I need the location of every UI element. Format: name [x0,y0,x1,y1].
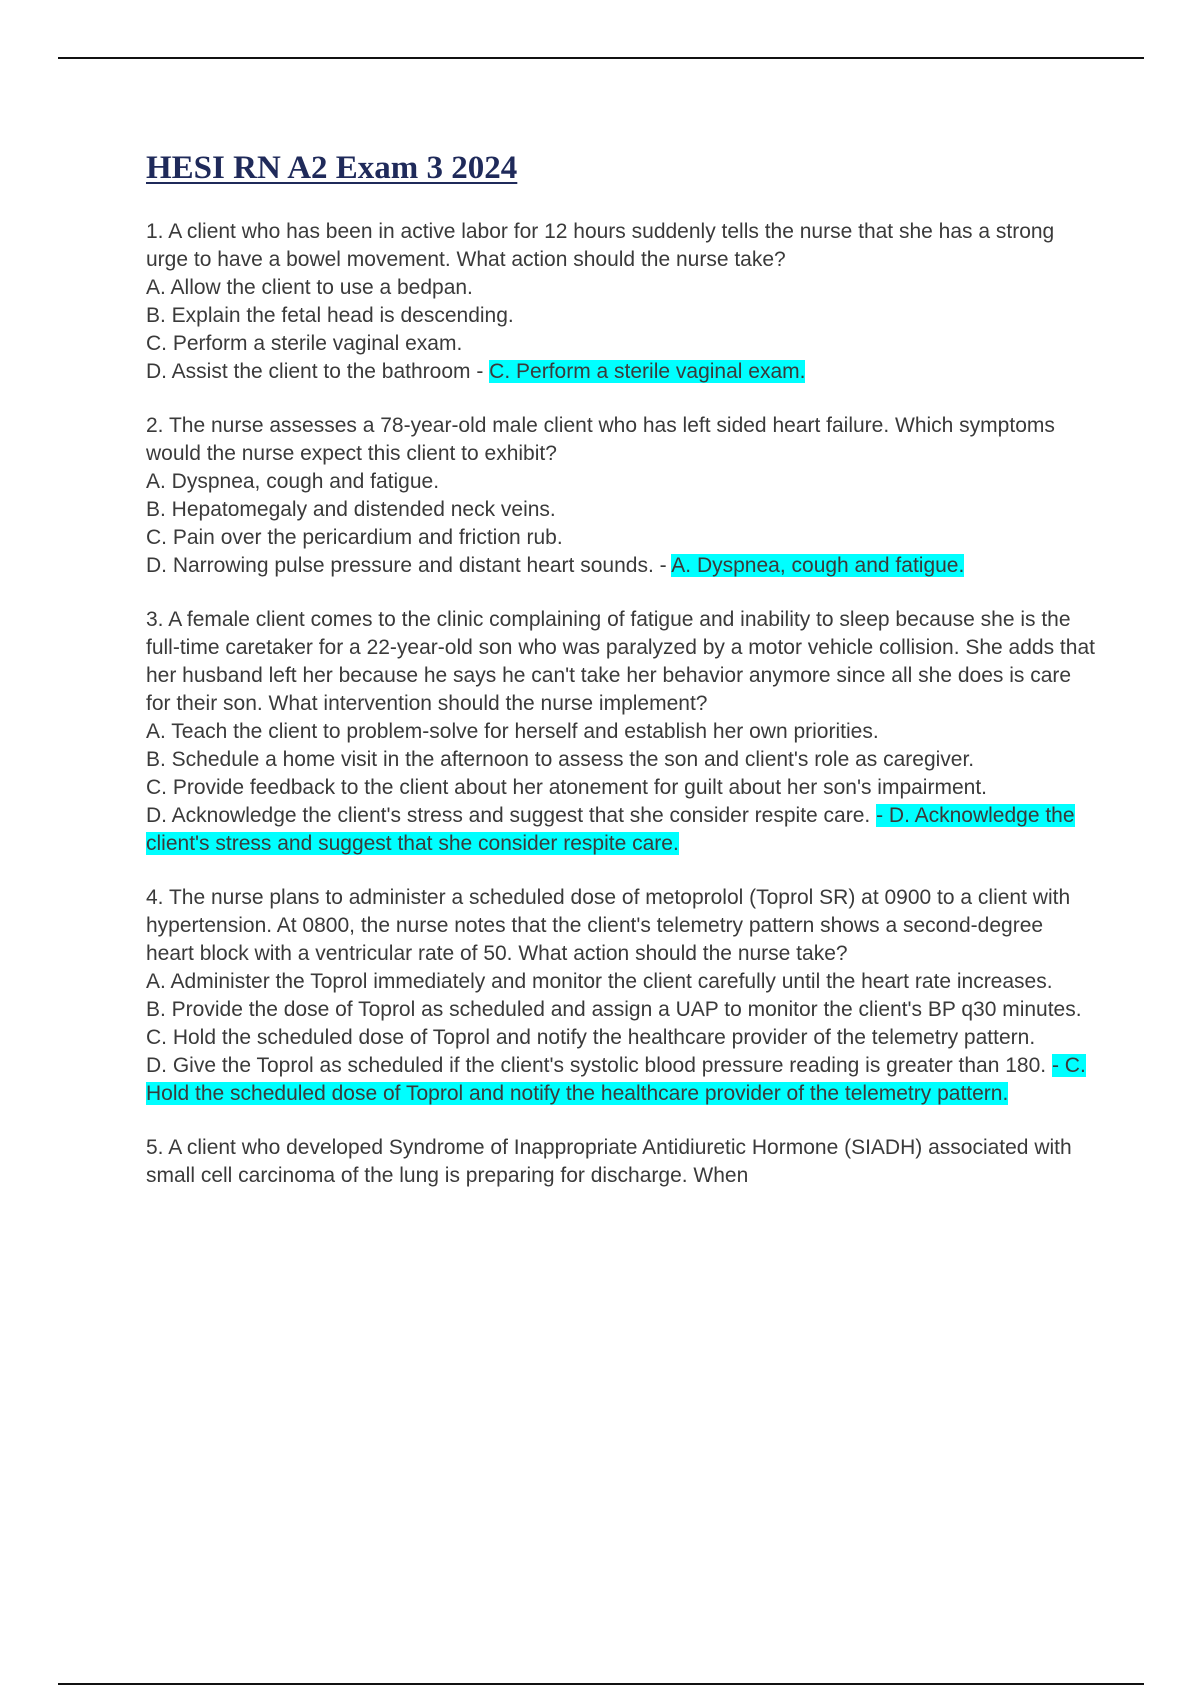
option-d-text: D. Assist the client to the bathroom - [146,360,490,383]
question-3 [146,606,1096,858]
option-d-text: D. Give the Toprol as scheduled if the client's systolic blood pressure reading is greater than 180. [146,1054,1052,1077]
question-stem: 5. A client who developed Syndrome of Inappropriate Antidiuretic Hormone (SIADH) associated with small cell carcinoma of the lung is preparing for discharge. When [146,1136,1072,1187]
highlighted-answer: - D. Acknowledge the client's stress and suggest that she consider respite care. [146,804,1075,855]
question-stem: 3. A female client comes to the clinic complaining of fatigue and inability to sleep because she is the full-time caretaker for a 22-year-old son who was paralyzed by a motor vehicle collision. She adds that her husband left her because he says he can't take her behavior anymore since all she does is care for their son. What intervention should the nurse implement? [146,608,1095,715]
document-body [146,148,1096,1216]
question-stem: 1. A client who has been in active labor for 12 hours suddenly tells the nurse that she has a strong urge to have a bowel movement. What action should the nurse take? [146,220,1055,271]
option-c: C. Provide feedback to the client about her atonement for guilt about her son's impairment. [146,776,987,799]
option-b: B. Explain the fetal head is descending. [146,304,514,327]
question-2 [146,412,1096,580]
question-stem: 2. The nurse assesses a 78-year-old male client who has left sided heart failure. Which symptoms would the nurse expect this client to exhibit? [146,414,1055,465]
option-a: A. Dyspnea, cough and fatigue. [146,470,440,493]
question-4 [146,884,1096,1108]
option-c: C. Pain over the pericardium and friction rub. [146,526,563,549]
highlighted-answer: C. Perform a sterile vaginal exam. [489,360,806,383]
option-c: C. Hold the scheduled dose of Toprol and notify the healthcare provider of the telemetry pattern. [146,1026,1036,1049]
option-d-text: D. Narrowing pulse pressure and distant heart sounds. - [146,554,672,577]
option-d [146,552,1096,580]
option-b: B. Hepatomegaly and distended neck veins. [146,498,556,521]
option-d [146,358,1096,386]
question-stem: 4. The nurse plans to administer a scheduled dose of metoprolol (Toprol SR) at 0900 to a client with hypertension. At 0800, the nurse notes that the client's telemetry pattern shows a second-degree heart block with a ventricular rate of 50. What action should the nurse take? [146,886,1071,965]
page-title: HESI RN A2 Exam 3 2024 [146,150,518,186]
highlighted-answer: A. Dyspnea, cough and fatigue. [671,554,965,577]
option-b: B. Schedule a home visit in the afternoon to assess the son and client's role as caregiver. [146,748,975,771]
top-rule [58,57,1144,59]
highlighted-answer: - C. Hold the scheduled dose of Toprol and notify the healthcare provider of the telemetry pattern. [146,1054,1086,1105]
option-d [146,1052,1096,1108]
question-5 [146,1134,1096,1190]
option-d-text: D. Acknowledge the client's stress and suggest that she consider respite care. [146,804,877,827]
option-d [146,802,1096,858]
option-c: C. Perform a sterile vaginal exam. [146,332,463,355]
option-b: B. Provide the dose of Toprol as scheduled and assign a UAP to monitor the client's BP q30 minutes. [146,998,1082,1021]
option-a: A. Teach the client to problem-solve for herself and establish her own priorities. [146,720,879,743]
option-a: A. Allow the client to use a bedpan. [146,276,473,299]
question-1 [146,218,1096,386]
option-a: A. Administer the Toprol immediately and monitor the client carefully until the heart rate increases. [146,970,1053,993]
bottom-rule [58,1683,1144,1685]
